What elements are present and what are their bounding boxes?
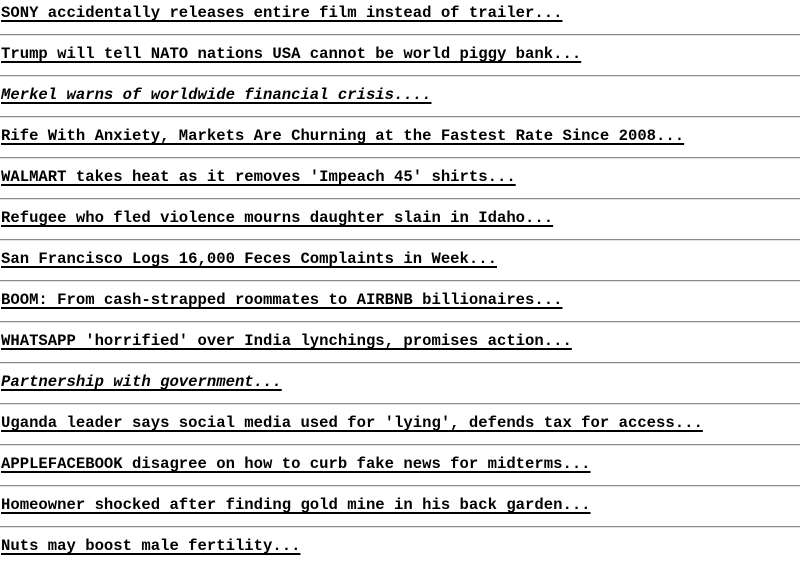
headline-link[interactable]: Merkel warns of worldwide financial crisis....: [1, 86, 432, 104]
headline-row: [0, 287, 800, 328]
headline-row: [0, 533, 800, 574]
headline-row: [0, 492, 800, 533]
divider: [0, 239, 800, 241]
divider: [0, 485, 800, 487]
divider: [0, 403, 800, 405]
headline-row: [0, 123, 800, 164]
headline-row: [0, 41, 800, 82]
headline-row: [0, 369, 800, 410]
headline-row: [0, 205, 800, 246]
divider: [0, 321, 800, 323]
headline-row: [0, 0, 800, 41]
headline-link[interactable]: SONY accidentally releases entire film instead of trailer...: [1, 4, 563, 22]
divider: [0, 526, 800, 528]
divider: [0, 157, 800, 159]
divider: [0, 75, 800, 77]
headline-row: [0, 82, 800, 123]
headline-link[interactable]: Uganda leader says social media used for 'lying', defends tax for access...: [1, 414, 703, 432]
divider: [0, 198, 800, 200]
headline-row: [0, 246, 800, 287]
divider: [0, 34, 800, 36]
divider: [0, 116, 800, 118]
headline-link[interactable]: WHATSAPP 'horrified' over India lynchings, promises action...: [1, 332, 572, 350]
headline-row: [0, 451, 800, 492]
headline-link[interactable]: Trump will tell NATO nations USA cannot be world piggy bank...: [1, 45, 582, 63]
headline-link[interactable]: Partnership with government...: [1, 373, 282, 391]
headline-link[interactable]: APPLEFACEBOOK disagree on how to curb fake news for midterms...: [1, 455, 591, 473]
divider: [0, 280, 800, 282]
headline-link[interactable]: Homeowner shocked after finding gold mine in his back garden...: [1, 496, 591, 514]
headline-link[interactable]: Nuts may boost male fertility...: [1, 537, 301, 555]
headline-link[interactable]: Refugee who fled violence mourns daughter slain in Idaho...: [1, 209, 554, 227]
headline-link[interactable]: Rife With Anxiety, Markets Are Churning at the Fastest Rate Since 2008...: [1, 127, 685, 145]
headline-row: [0, 164, 800, 205]
divider: [0, 444, 800, 446]
headline-row: [0, 410, 800, 451]
headline-link[interactable]: San Francisco Logs 16,000 Feces Complaints in Week...: [1, 250, 497, 268]
divider: [0, 362, 800, 364]
headline-link[interactable]: WALMART takes heat as it removes 'Impeach 45' shirts...: [1, 168, 516, 186]
headline-link[interactable]: BOOM: From cash-strapped roommates to AIRBNB billionaires...: [1, 291, 563, 309]
headline-row: [0, 328, 800, 369]
